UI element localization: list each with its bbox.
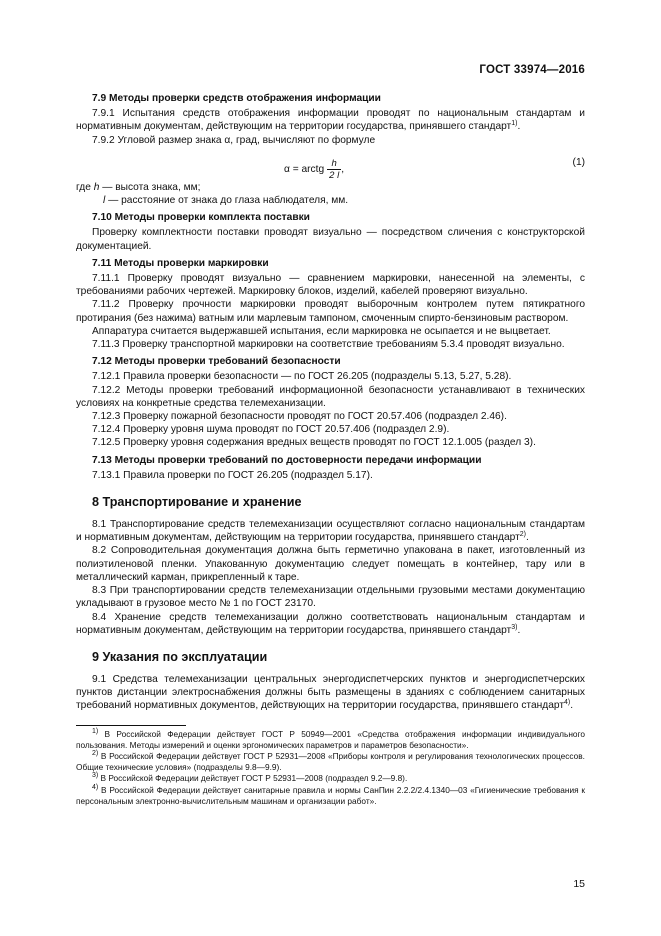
paragraph-text: 7.9.1 Испытания средств отображения информации проводят по национальным стандартам и нормативным документам, действующим на территории государства, принявшего стандарт xyxy=(76,108,585,133)
where-l-line xyxy=(76,194,585,207)
page-content xyxy=(76,92,585,807)
period: . xyxy=(570,700,574,712)
footnote-separator xyxy=(76,725,186,726)
where-h-line xyxy=(76,181,585,194)
footnote-mark: 2) xyxy=(92,749,99,757)
formula-number: (1) xyxy=(572,156,585,168)
footnote-ref-2: 2) xyxy=(519,531,526,539)
footnote-2 xyxy=(76,751,585,773)
paragraph-7-11-2-cont: Аппаратура считается выдержавшей испытания, если маркировка не осыпается и не выцветает. xyxy=(92,325,551,337)
where-word: где xyxy=(76,181,94,193)
footnote-mark: 1) xyxy=(92,727,99,735)
period: . xyxy=(525,532,529,544)
paragraph-7-12-2: 7.12.2 Методы проверки требований информационной безопасности устанавливают в технических условиях на конкретные средства телемеханизации. xyxy=(76,384,585,409)
paragraph-7-9-2: 7.9.2 Угловой размер знака α, град, вычисляют по формуле xyxy=(92,134,376,146)
footnote-ref-4: 4) xyxy=(564,699,571,707)
paragraph-9-1 xyxy=(76,673,585,713)
paragraph-7-12-5: 7.12.5 Проверку уровня содержания вредных веществ проводят по ГОСТ 12.1.005 (раздел 3). xyxy=(92,437,536,449)
paragraph-8-2: 8.2 Сопроводительная документация должна быть герметично упакована в пакет, изготовленный из полиэтиленовой пленки. Упакованную документацию следует помещать в контейнер, тару или в металлический карман, прикрепленный к таре. xyxy=(76,545,585,583)
where-l-text: — расстояние от знака до глаза наблюдателя, мм. xyxy=(105,195,349,207)
formula-1 xyxy=(76,148,585,180)
paragraph-text: 9.1 Средства телемеханизации центральных энергодиспетчерских пунктов и энергодиспетчерских пунктов дистанции электроснабжения должны быть размещены в зданиях с соблюдением санитарных требований нормативных документов, действующих на территории государства, принявшего стандарт xyxy=(76,673,585,712)
footnote-1 xyxy=(76,729,585,751)
section-8-title: 8 Транспортирование и хранение xyxy=(92,495,302,510)
section-9-title: 9 Указания по эксплуатации xyxy=(92,649,268,664)
paragraph-7-13-1: 7.13.1 Правила проверки по ГОСТ 26.205 (подраздел 5.17). xyxy=(92,469,373,481)
footnote-mark: 3) xyxy=(92,772,99,780)
variable-h: h xyxy=(93,181,100,193)
formula-lhs: α = arctg xyxy=(284,164,325,175)
footnote-mark: 4) xyxy=(92,783,99,791)
period: . xyxy=(517,624,521,636)
footnote-4 xyxy=(76,785,585,807)
fraction-numerator: h xyxy=(327,158,341,170)
footnote-ref-1: 1) xyxy=(511,120,518,128)
fraction-denominator: 2 l xyxy=(329,169,340,181)
paragraph-7-12-1: 7.12.1 Правила проверки безопасности — по ГОСТ 26.205 (подразделы 5.13, 5.27, 5.28). xyxy=(92,371,512,383)
paragraph-7-9-1 xyxy=(76,107,585,133)
footnote-text: В Российской Федерации действует санитарные правила и нормы СанПин 2.2.2/2.4.1340—03 «Гигиенические требования к персональным электронно-вычислительным машинам и организации работ». xyxy=(76,784,585,806)
document-code-header: ГОСТ 33974—2016 xyxy=(479,64,585,76)
section-7-10-title: 7.10 Методы проверки комплекта поставки xyxy=(92,212,310,224)
section-7-11-title: 7.11 Методы проверки маркировки xyxy=(92,257,269,269)
paragraph-8-1 xyxy=(76,518,585,544)
footnote-text: В Российской Федерации действует ГОСТ Р 52931—2008 (подраздел 9.2—9.8). xyxy=(98,773,408,784)
footnote-3 xyxy=(76,773,585,784)
paragraph-7-12-4: 7.12.4 Проверку уровня шума проводят по ГОСТ 20.57.406 (подраздел 2.9). xyxy=(92,424,450,436)
period: . xyxy=(517,121,521,133)
section-7-9-title: 7.9 Методы проверки средств отображения информации xyxy=(92,93,381,104)
paragraph-7-11-2: 7.11.2 Проверку прочности маркировки проводят выборочным контролем путем пятикратного протирания (без нажима) ватным или марлевым тампоном, смоченным спирто-бензиновым раствором. xyxy=(76,299,585,324)
formula-comma: , xyxy=(341,164,345,175)
formula-fraction xyxy=(327,158,341,181)
footnote-text: В Российской Федерации действует ГОСТ Р 52931—2008 «Приборы контроля и регулирования технологических процессов. Общие технические условия» (подразделы 9.8—9.9). xyxy=(76,750,585,773)
paragraph-7-12-3: 7.12.3 Проверку пожарной безопасности проводят по ГОСТ 20.57.406 (подраздел 2.46). xyxy=(92,411,507,423)
paragraph-7-10: Проверку комплектности поставки проводят визуально — посредством сличения с конструкторской документацией. xyxy=(76,227,585,252)
section-7-13-title: 7.13 Методы проверки требований по достоверности передачи информации xyxy=(92,454,482,466)
paragraph-8-3: 8.3 При транспортировании средств телемеханизации отдельными грузовыми местами документацию укладывают в грузовое место № 1 по ГОСТ 23170. xyxy=(76,585,585,610)
paragraph-text: 8.4 Хранение средств телемеханизации должно соответствовать национальным стандартам и нормативным документам, действующим на территории государства, принявшего стандарт xyxy=(76,611,585,636)
paragraph-text: 8.1 Транспортирование средств телемеханизации осуществляют согласно национальным стандартам и нормативным документам, действующим на территории государства, принявшего стандарт xyxy=(76,519,585,544)
section-7-12-title: 7.12 Методы проверки требований безопасности xyxy=(92,356,341,368)
variable-l: l xyxy=(103,195,106,207)
footnote-text: В Российской Федерации действует ГОСТ Р 50949—2001 «Средства отображения информации индивидуального пользования. Методы измерений и оценки эргономических параметров и параметров безопасности». xyxy=(76,728,585,750)
paragraph-8-4 xyxy=(76,611,585,637)
paragraph-7-11-1: 7.11.1 Проверку проводят визуально — сравнением маркировки, нанесенной на элементы, с требованиями рабочих чертежей. Маркировку блоков, изделий, кабелей проверяют визуально. xyxy=(76,273,585,298)
paragraph-7-11-3: 7.11.3 Проверку транспортной маркировки на соответствие требованиям 5.3.4 проводят визуально. xyxy=(92,339,565,351)
formula-expression xyxy=(284,158,344,181)
where-h-text: — высота знака, мм; xyxy=(99,181,201,193)
footnote-ref-3: 3) xyxy=(511,623,518,631)
page-number: 15 xyxy=(573,878,585,890)
